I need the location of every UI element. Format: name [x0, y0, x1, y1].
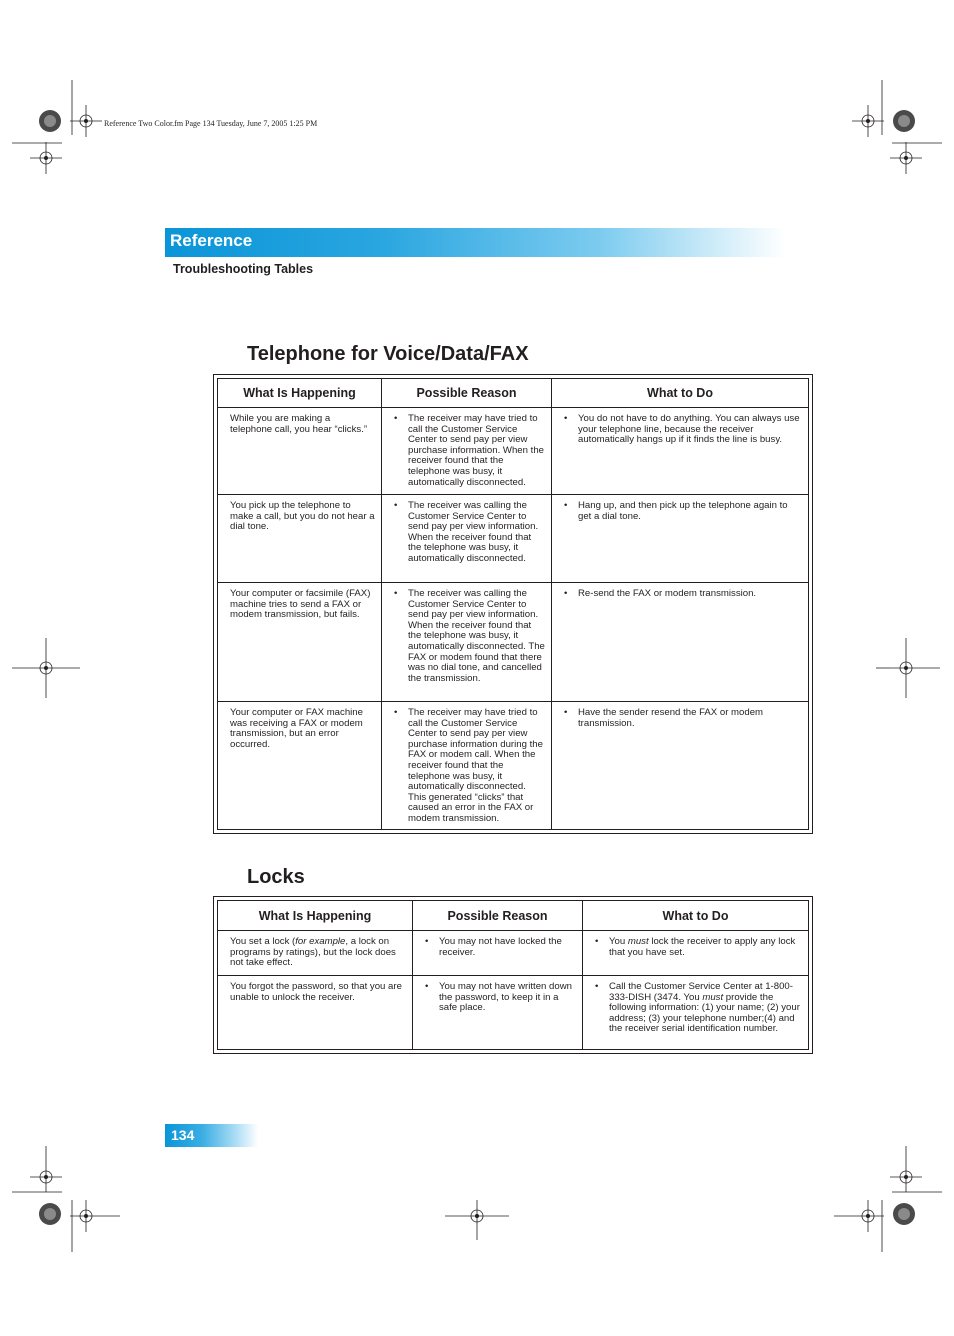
happening-cell: Your computer or facsimile (FAX) machine tries to send a FAX or modem transmission, but fails.: [218, 583, 382, 702]
happening-cell: Your computer or FAX machine was receiving a FAX or modem transmission, but an error occurred.: [218, 702, 382, 830]
column-header-reason: Possible Reason: [382, 379, 552, 408]
todo-cell: • Have the sender resend the FAX or modem transmission.: [552, 702, 809, 830]
happening-cell: While you are making a telephone call, you hear “clicks.”: [218, 408, 382, 495]
locks-section-title: Locks: [247, 866, 305, 888]
todo-cell: • Hang up, and then pick up the telephone again to get a dial tone.: [552, 495, 809, 583]
reason-cell: • The receiver may have tried to call the Customer Service Center to send pay per view purchase information during the FAX or modem call. When the receiver found that the telephone was busy, it automatically disconnected. This generated “clicks” that caused an error in the FAX or modem transmission.: [382, 702, 552, 830]
section-subtitle: Troubleshooting Tables: [173, 262, 314, 276]
todo-cell: • You must lock the receiver to apply any lock that you have set.: [583, 931, 809, 976]
column-header-reason: Possible Reason: [413, 901, 583, 931]
happening-cell: You forgot the password, so that you are unable to unlock the receiver.: [218, 976, 413, 1050]
todo-cell: • Call the Customer Service Center at 1-800-333-DISH (3474. You must provide the following information: (1) your name; (2) your address; (3) your telephone number;(4) and the receiver serial identification number.: [583, 976, 809, 1050]
locks-table: [213, 896, 813, 1054]
column-header-happening: What Is Happening: [218, 379, 382, 408]
happening-cell: You pick up the telephone to make a call, but you do not hear a dial tone.: [218, 495, 382, 583]
print-slug: Reference Two Color.fm Page 134 Tuesday, June 7, 2005 1:25 PM: [104, 119, 318, 128]
reason-cell: • You may not have written down the password, to keep it in a safe place.: [413, 976, 583, 1050]
table-row: [218, 583, 809, 702]
todo-cell: • You do not have to do anything. You can always use your telephone line, because the receiver automatically hangs up if it finds the line is busy.: [552, 408, 809, 495]
table-row: [218, 408, 809, 495]
telephone-table: [213, 374, 813, 834]
reason-cell: • You may not have locked the receiver.: [413, 931, 583, 976]
page-number: 134: [171, 1127, 195, 1143]
telephone-section-title: Telephone for Voice/Data/FAX: [247, 343, 529, 365]
column-header-happening: What Is Happening: [218, 901, 413, 931]
table-row: [218, 931, 809, 976]
column-header-todo: What to Do: [552, 379, 809, 408]
reason-cell: • The receiver was calling the Customer Service Center to send pay per view information. When the receiver found that the telephone was busy, it automatically disconnected. The FAX or modem found that there was no dial tone, and cancelled the transmission.: [382, 583, 552, 702]
table-row: [218, 976, 809, 1050]
chapter-title: Reference: [170, 231, 253, 250]
reason-cell: • The receiver may have tried to call the Customer Service Center to send pay per view purchase information. When the receiver found that the telephone was busy, it automatically disconnected.: [382, 408, 552, 495]
reason-cell: • The receiver was calling the Customer Service Center to send pay per view information. When the receiver found that the telephone was busy, it automatically disconnected.: [382, 495, 552, 583]
header-band: [165, 228, 785, 257]
todo-cell: • Re-send the FAX or modem transmission.: [552, 583, 809, 702]
column-header-todo: What to Do: [583, 901, 809, 931]
happening-cell: You set a lock (for example, a lock on programs by ratings), but the lock does not take effect.: [218, 931, 413, 976]
table-row: [218, 495, 809, 583]
table-row: [218, 702, 809, 830]
